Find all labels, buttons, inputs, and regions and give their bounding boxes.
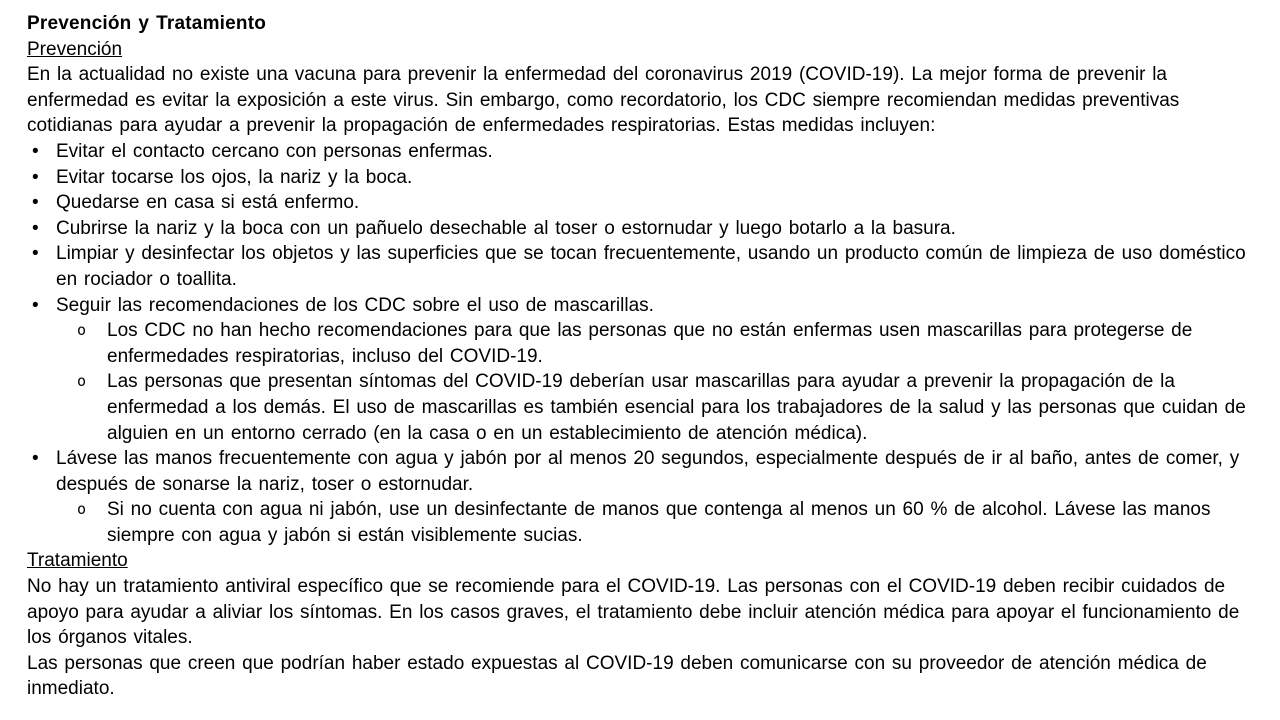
document-title: Prevención y Tratamiento	[27, 13, 267, 34]
sub-bullet-marker: o	[77, 500, 87, 519]
bullet-text: Limpiar y desinfectar los objetos y las superficies que se tocan frecuentemente, usando un producto común de limpieza de uso doméstico en rociador o toallita.	[56, 243, 1246, 290]
bullet-marker: •	[32, 448, 39, 470]
sub-bullet-item	[27, 318, 1254, 369]
section-heading-treatment: Tratamiento	[27, 550, 128, 572]
bullet-text: Cubrirse la nariz y la boca con un pañuelo desechable al toser o estornudar y luego botarlo a la basura.	[56, 217, 956, 239]
sub-bullet-text: Si no cuenta con agua ni jabón, use un desinfectante de manos que contenga al menos un 60 % de alcohol. Lávese las manos siempre con agua y jabón si están visiblemente sucias.	[107, 499, 1211, 546]
bullet-item	[27, 446, 1254, 497]
bullet-item	[27, 293, 1254, 319]
bullet-text: Lávese las manos frecuentemente con agua y jabón por al menos 20 segundos, especialmente después de ir al baño, antes de comer, y después de sonarse la nariz, toser o estornudar.	[56, 448, 1240, 495]
sub-bullet-item	[27, 497, 1254, 548]
bullet-text: Evitar tocarse los ojos, la nariz y la boca.	[56, 166, 413, 188]
bullet-text: Quedarse en casa si está enfermo.	[56, 192, 360, 214]
section-heading-prevention: Prevención	[27, 38, 123, 60]
bullet-item	[27, 190, 1254, 216]
bullet-marker: •	[32, 140, 39, 162]
bullet-marker: •	[32, 294, 39, 316]
treatment-paragraph: No hay un tratamiento antiviral específico que se recomiende para el COVID-19. Las personas con el COVID-19 deben recibir cuidados de apoyo para ayudar a aliviar los síntomas. En los casos graves, el tratamiento debe incluir atención médica para apoyar el funcionamiento de los órganos vitales.	[27, 576, 1240, 649]
bullet-item	[27, 165, 1254, 191]
bullet-item	[27, 216, 1254, 242]
bullet-marker: •	[32, 243, 39, 265]
bullet-marker: •	[32, 192, 39, 214]
sub-bullet-item	[27, 369, 1254, 446]
bullet-marker: •	[32, 217, 39, 239]
bullet-text: Evitar el contacto cercano con personas enfermas.	[56, 140, 493, 162]
bullet-item	[27, 139, 1254, 165]
treatment-paragraph: Las personas que creen que podrían haber estado expuestas al COVID-19 deben comunicarse con su proveedor de atención médica de inmediato.	[27, 652, 1207, 700]
sub-bullet-text: Los CDC no han hecho recomendaciones para que las personas que no están enfermas usen mascarillas para protegerse de enfermedades respiratorias, incluso del COVID-19.	[107, 320, 1193, 367]
bullet-marker: •	[32, 166, 39, 188]
bullet-text: Seguir las recomendaciones de los CDC sobre el uso de mascarillas.	[56, 294, 654, 316]
prevention-intro-paragraph: En la actualidad no existe una vacuna para prevenir la enfermedad del coronavirus 2019 (COVID-19). La mejor forma de prevenir la enfermedad es evitar la exposición a este virus. Sin embargo, como recordatorio, los CDC siempre recomiendan medidas preventivas cotidianas para ayudar a prevenir la propagación de enfermedades respiratorias. Estas medidas incluyen:	[27, 64, 1180, 137]
sub-bullet-text: Las personas que presentan síntomas del COVID-19 deberían usar mascarillas para ayudar a prevenir la propagación de la enfermedad a los demás. El uso de mascarillas es también esencial para los trabajadores de la salud y las personas que cuidan de alguien en un entorno cerrado (en la casa o en un establecimiento de atención médica).	[107, 371, 1246, 444]
bullet-item	[27, 241, 1254, 292]
sub-bullet-marker: o	[77, 372, 87, 391]
sub-bullet-marker: o	[77, 321, 87, 340]
